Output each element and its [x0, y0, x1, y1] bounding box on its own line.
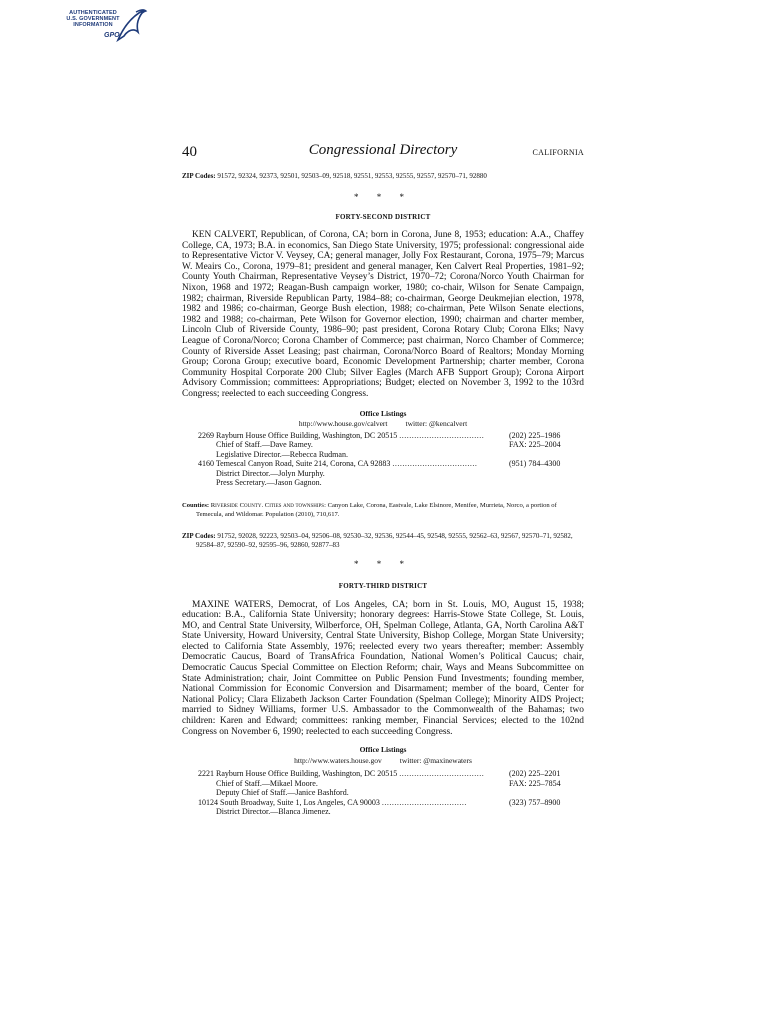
district-heading-42: FORTY-SECOND DISTRICT — [335, 213, 431, 221]
office-row — [182, 779, 584, 789]
office-row — [182, 440, 584, 450]
website-link[interactable]: http://www.waters.house.gov — [294, 756, 382, 766]
office-row — [182, 459, 584, 469]
running-head — [182, 140, 584, 164]
section-separator: * * * — [354, 558, 412, 569]
office-address: 10124 South Broadway, Suite 1, Los Angeles, CA 90003 — [198, 797, 380, 807]
office-row — [182, 431, 584, 441]
office-listings-heading-42: Office Listings — [359, 408, 407, 418]
office-address: 4160 Temescal Canyon Road, Suite 214, Corona, CA 92883 — [198, 459, 391, 468]
office-row — [182, 478, 584, 488]
dot-leader: .................................. — [399, 430, 485, 440]
web-line-42 — [182, 419, 584, 428]
website-link[interactable]: http://www.house.gov/calvert — [298, 418, 388, 428]
office-row — [182, 798, 584, 808]
member-bio-waters: MAXINE WATERS, Democrat, of Los Angeles, CA; born in St. Louis, MO, August 15, 1938; education: B.A., California State University; honorary degrees: Harris-Stowe State College, St. Louis, MO, and Central State University, Wilberforce, OH, Spelman College, Atlanta, GA, North Carolina A&T State University, Howard University, Central State University, Bishop College, Morgan State University; elected to California State Assembly, 1976; reelected every two years thereafter; member: Assembly Democratic Caucus, Board of TransAfrica Foundation, National Women’s Political Caucus; chair, Democratic Caucus Special Committee on Election Reform; chair, Ways and Means Subcommittee on State Administration; chair, Joint Committee on Public Pension Fund Investments; founding member, National Commission for Economic Conversion and Disarmament; member of the board, Center for National Policy; Clara Elizabeth Jackson Carter Foundation (Spelman College); Minority AIDS Project; married to Sidney Williams, former U.S. Ambassador to the Commonwealth of the Bahamas; two children: Karen and Edward; committees: ranking member, Financial Services; elected to the 102nd Congress on November 6, 1990; reelected to each succeeding Congress. — [182, 599, 584, 737]
staff-entry: Chief of Staff.—Dave Ramey. — [216, 440, 313, 449]
staff-entry: District Director.—Blanca Jimenez. — [216, 807, 331, 817]
district-heading-43: FORTY-THIRD DISTRICT — [338, 581, 428, 590]
zip-label: ZIP Codes: — [182, 531, 216, 540]
zip-label: ZIP Codes: — [182, 172, 216, 180]
zip-codes-42 — [182, 532, 584, 550]
office-row — [182, 788, 584, 798]
dot-leader: .................................. — [399, 769, 485, 779]
staff-entry: Press Secretary.—Jason Gagnon. — [216, 478, 322, 487]
seal-line-1: AUTHENTICATED — [69, 10, 117, 16]
state-heading: CALIFORNIA — [532, 148, 584, 157]
office-phone: (951) 784–4300 — [509, 459, 561, 468]
twitter-handle[interactable]: twitter: @maxinewaters — [399, 756, 472, 766]
zip-values: 91752, 92028, 92223, 92503–04, 92506–08, 92530–32, 92536, 92544–45, 92548, 92555, 92562–63, 92567, 92570–71, 92582, 92584–87, 92590–92, 92595–96, 92860, 92877–83 — [196, 531, 573, 549]
directory-page — [182, 140, 584, 817]
office-list-43 — [182, 769, 584, 817]
office-list-42 — [182, 431, 584, 488]
twitter-handle[interactable]: twitter: @kencalvert — [405, 418, 468, 428]
counties-42 — [182, 501, 584, 519]
office-phone: (323) 757–8900 — [509, 797, 561, 807]
seal-line-2: U.S. GOVERNMENT — [66, 16, 120, 23]
eagle-icon — [114, 6, 148, 46]
cities-list: Canyon Lake, Corona, Eastvale, Lake Elsinore, Menifee, Murrieta, Norco, a portion of Temecula, and Wildomar. Population (2010), 710,617. — [196, 501, 557, 518]
staff-entry: Legislative Director.—Rebecca Rudman. — [216, 449, 348, 459]
seal-gpo-mark: GPO — [104, 32, 120, 39]
publication-title: Congressional Directory — [308, 142, 458, 158]
office-listings-heading-43: Office Listings — [359, 745, 407, 755]
staff-entry: District Director.—Jolyn Murphy. — [216, 468, 325, 478]
staff-entry: Deputy Chief of Staff.—Janice Bashford. — [216, 788, 349, 798]
member-bio-calvert: KEN CALVERT, Republican, of Corona, CA; born in Corona, June 8, 1953; education: A.A., Chaffey College, CA, 1973; B.A. in economics, San Diego State University, 1975; professional: congressional aide to Representative Victor V. Veysey, CA; general manager, Jolly Fox Restaurant, Corona, 1975–79; Marcus W. Meairs Co., Corona, 1979–81; president and general manager, Ken Calvert Real Properties, 1981–92; County Youth Chairman, Representative Veysey’s District, 1970–72; Corona/Norco Youth Chairman for Nixon, 1968 and 1972; Reagan-Bush campaign worker, 1980; co-chair, Wilson for Senate Campaign, 1982; chairman, Riverside Republican Party, 1984–88; co-chairman, George Deukmejian election, 1978, 1982 and 1986; co-chairman, George Bush election, 1988; co-chairman, Pete Wilson Senate elections, 1982 and 1988; co-chairman, Pete Wilson for Governor election, 1990; chairman and charter member, Lincoln Club of Riverside County, 1986–90; past president, Corona Rotary Club; Corona Elks; Navy League of Corona/Norco; Corona Chamber of Commerce; past chairman, Norco Chamber of Commerce; County of Riverside Asset Leasing; past chairman, Corona/Norco Board of Realtors; Monday Morning Group; Corona Group; executive board, Economic Development Partnership; charter member, Corona Community Hospital Corporate 200 Club; Silver Eagles (March AFB Support Group); Corona Airport Advisory Commission; committees: Appropriations; Budget; elected on November 3, 1992 to the 103rd Congress; reelected to each succeeding Congress. — [182, 230, 584, 399]
office-row — [182, 469, 584, 479]
office-row — [182, 450, 584, 460]
cities-label: Cities and townships: — [264, 501, 326, 509]
page-number: 40 — [182, 144, 197, 160]
dot-leader: .................................. — [392, 459, 478, 468]
office-fax: FAX: 225–2004 — [509, 440, 561, 449]
staff-entry: Chief of Staff.—Mikael Moore. — [216, 778, 318, 788]
gpo-authentication-seal — [62, 6, 146, 48]
zip-codes-top — [182, 172, 584, 181]
office-address: 2221 Rayburn House Office Building, Washington, DC 20515 — [198, 769, 398, 779]
office-fax: FAX: 225–7854 — [509, 778, 561, 788]
office-address: 2269 Rayburn House Office Building, Washington, DC 20515 — [198, 430, 398, 440]
dot-leader: .................................. — [381, 797, 467, 807]
office-phone: (202) 225–1986 — [509, 430, 561, 440]
seal-line-3: INFORMATION — [73, 22, 113, 29]
county-name: Riverside County. — [210, 501, 264, 509]
section-separator: * * * — [354, 192, 412, 202]
zip-values: 91572, 92324, 92373, 92501, 92503–09, 92518, 92551, 92553, 92555, 92557, 92570–71, 92880 — [217, 172, 487, 180]
office-row — [182, 807, 584, 817]
office-phone: (202) 225–2201 — [509, 769, 561, 779]
office-row — [182, 769, 584, 779]
counties-label: Counties: — [182, 501, 210, 509]
web-line-43 — [182, 756, 584, 765]
